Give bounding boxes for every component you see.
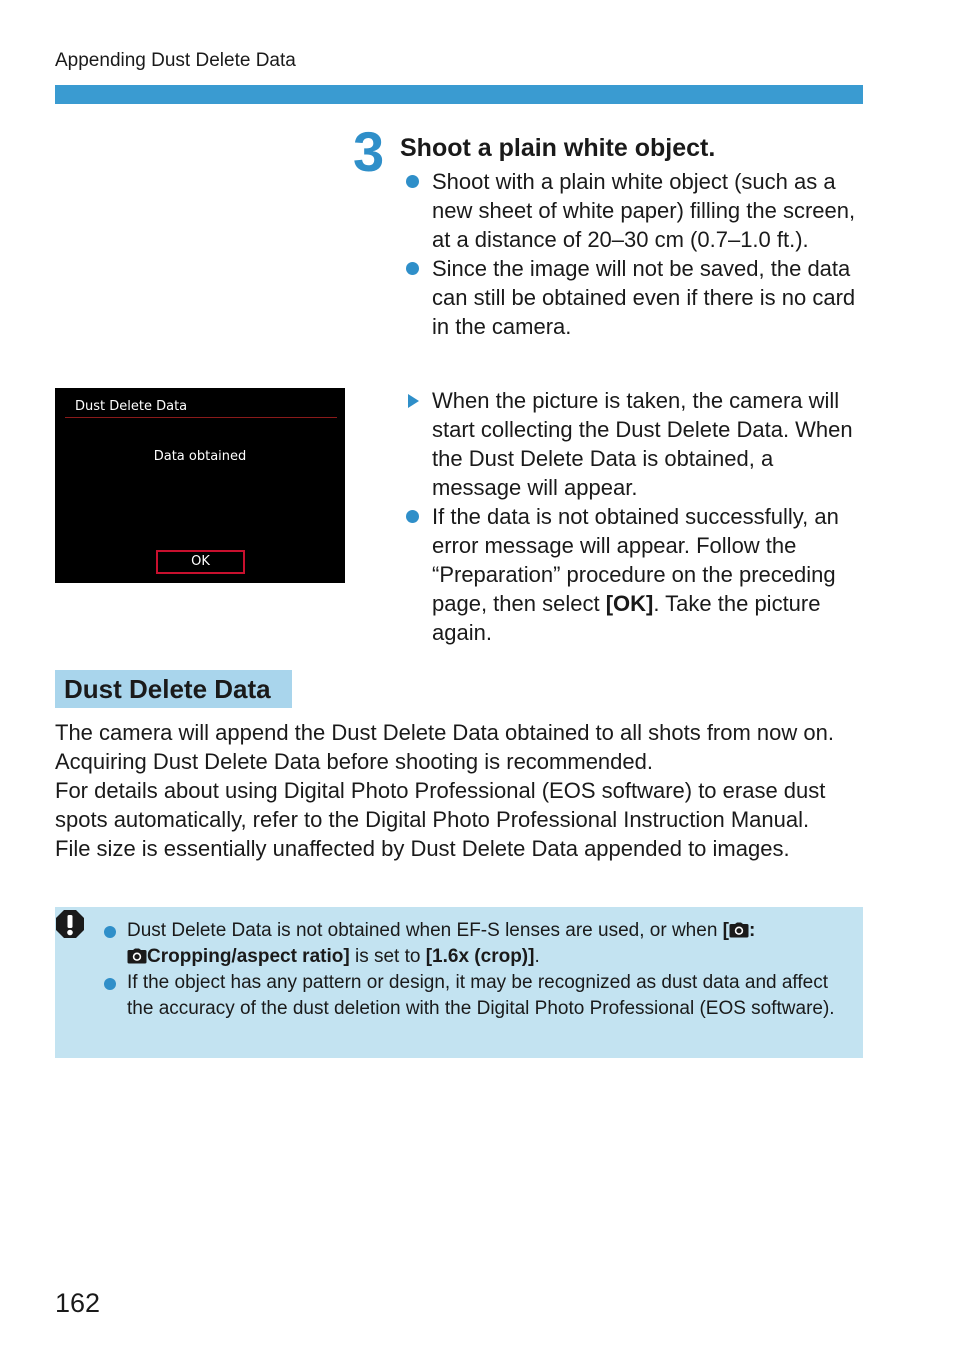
screen-divider (65, 417, 337, 418)
bullet-dot-icon (406, 175, 419, 188)
paragraph: File size is essentially unaffected by Dust Delete Data appended to images. (55, 836, 790, 861)
bullet-dot-icon (406, 510, 419, 523)
header-bar (55, 85, 863, 104)
bullet-dot-icon (406, 262, 419, 275)
running-head: Appending Dust Delete Data (55, 50, 296, 71)
caution-icon (55, 909, 85, 939)
list-item: Shoot with a plain white object (such as a new sheet of white paper) filling the screen, at a distance of 20–30 cm (0.7–1.0 ft.). (404, 167, 866, 254)
paragraph: For details about using Digital Photo Professional (EOS software) to erase dust spots automatically, refer to the Digital Photo Professional Instruction Manual. (55, 778, 826, 832)
ok-button[interactable]: OK (156, 550, 245, 574)
list-item: If the object has any pattern or design, it may be recognized as dust data and affect the accuracy of the dust deletion with the Digital Photo Professional (EOS software). (103, 970, 855, 1022)
step-bullets (404, 167, 866, 341)
paragraph: The camera will append the Dust Delete Data obtained to all shots from now on. Acquiring Dust Delete Data before shooting is recommended. (55, 720, 834, 774)
result-arrow-icon (408, 394, 419, 408)
list-item: When the picture is taken, the camera will start collecting the Dust Delete Data. When the Dust Delete Data is obtained, a message will appear. (404, 386, 866, 502)
step-number: 3 (353, 120, 383, 183)
result-bullets (404, 386, 866, 647)
screen-message: Data obtained (153, 449, 247, 464)
caution-box (55, 907, 863, 1058)
camera-icon (729, 922, 749, 938)
caution-list (103, 918, 855, 1022)
camera-screen (55, 388, 345, 583)
bullet-dot-icon (104, 926, 116, 938)
screen-title: Dust Delete Data (75, 399, 188, 414)
bullet-dot-icon (104, 978, 116, 990)
page-number: 162 (55, 1288, 101, 1318)
list-item: If the data is not obtained successfully, an error message will appear. Follow the “Preparation” procedure on the preceding page, then select [OK]. Take the picture again. (404, 502, 866, 647)
camera-icon (127, 948, 147, 964)
step-title: Shoot a plain white object. (400, 134, 716, 162)
list-item: Dust Delete Data is not obtained when EF-S lenses are used, or when [ : Cropping/aspect ratio] is set to [1.6x (crop)]. (103, 918, 855, 970)
section-heading: Dust Delete Data (55, 670, 292, 708)
list-item: Since the image will not be saved, the data can still be obtained even if there is no card in the camera. (404, 254, 866, 341)
section-body (55, 718, 875, 863)
